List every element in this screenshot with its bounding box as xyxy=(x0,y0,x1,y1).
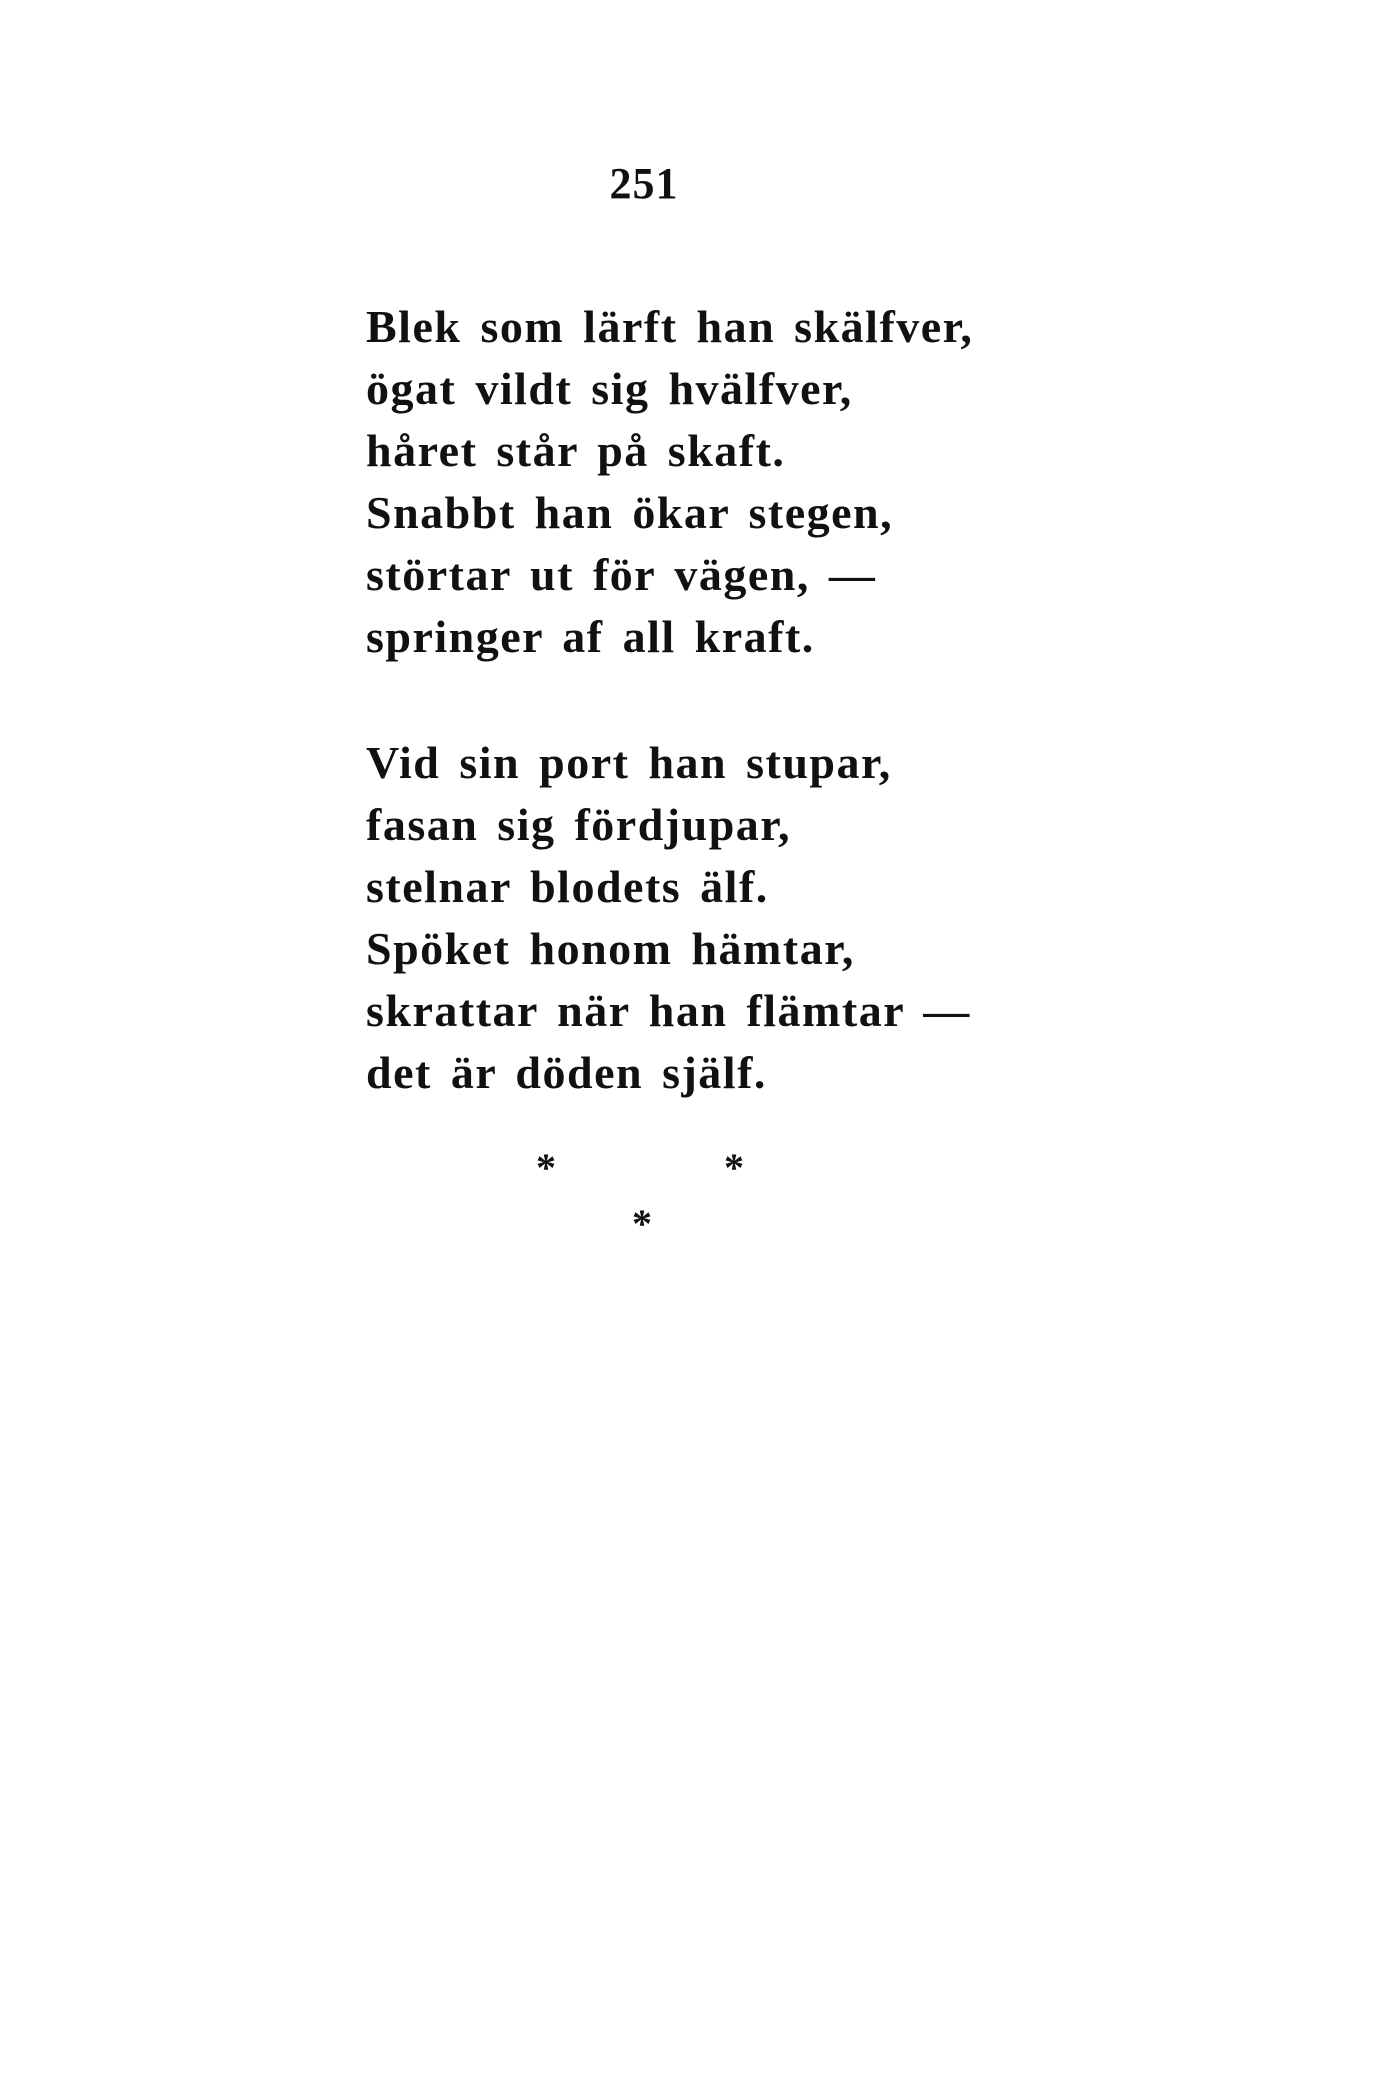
poem-line: det är döden själf. xyxy=(366,1047,767,1098)
poem-line: störtar ut för vägen, — xyxy=(366,549,877,600)
stanza-1 xyxy=(366,296,973,668)
poem-line: håret står på skaft. xyxy=(366,425,786,476)
section-break-asterisks xyxy=(520,1145,770,1248)
poem-line: skrattar när han flämtar — xyxy=(366,985,971,1036)
poem-line: ögat vildt sig hvälfver, xyxy=(366,363,853,414)
asterisk: * xyxy=(724,1145,744,1190)
asterisk: * xyxy=(536,1145,556,1190)
poem-line: Vid sin port han stupar, xyxy=(366,737,892,788)
poem-line: fasan sig fördjupar, xyxy=(366,799,791,850)
poem-line: Spöket honom hämtar, xyxy=(366,923,855,974)
page-number: 251 xyxy=(609,159,679,208)
poem-line: Snabbt han ökar stegen, xyxy=(366,487,894,538)
poem-line: springer af all kraft. xyxy=(366,611,815,662)
poem xyxy=(366,296,973,1104)
poem-line: stelnar blodets älf. xyxy=(366,861,769,912)
asterisk: * xyxy=(632,1201,652,1246)
poem-line: Blek som lärft han skälfver, xyxy=(366,301,974,352)
stanza-2 xyxy=(366,732,973,1104)
